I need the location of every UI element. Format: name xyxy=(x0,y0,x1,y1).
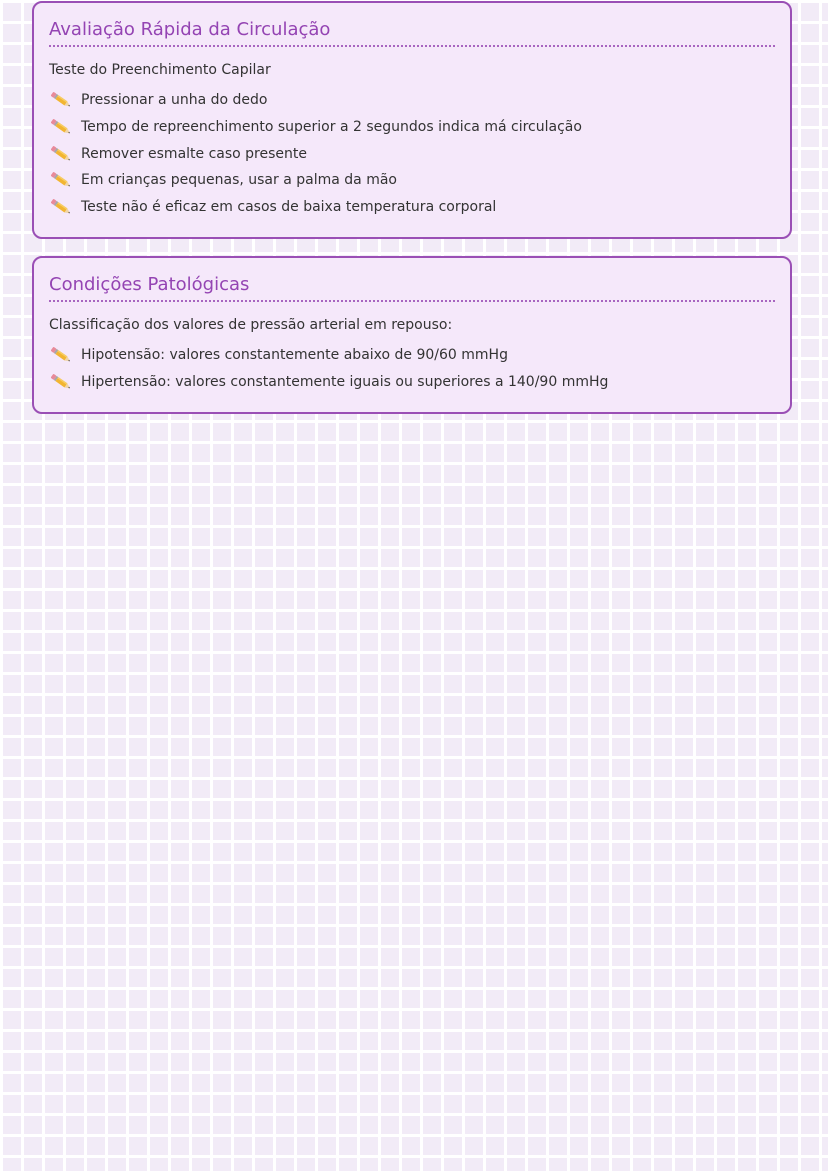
bullet-list xyxy=(49,342,775,395)
list-item-text: Tempo de repreenchimento superior a 2 segundos indica má circulação xyxy=(81,119,582,136)
pencil-icon xyxy=(51,91,71,109)
list-item-text: Em crianças pequenas, usar a palma da mão xyxy=(81,172,397,189)
list-item-text: Remover esmalte caso presente xyxy=(81,145,308,162)
list-item xyxy=(49,87,775,114)
pencil-icon xyxy=(51,198,71,216)
list-item-text: Hipotensão: valores constantemente abaixo de 90/60 mmHg xyxy=(81,347,508,364)
pencil-icon xyxy=(51,171,71,189)
pencil-icon xyxy=(51,145,71,163)
list-item xyxy=(49,114,775,141)
section-subtitle: Teste do Preenchimento Capilar xyxy=(49,62,271,78)
section-card-pathology xyxy=(32,256,792,414)
pencil-icon xyxy=(51,346,71,364)
list-item-text: Teste não é eficaz em casos de baixa temperatura corporal xyxy=(81,199,497,216)
section-title: Condições Patológicas xyxy=(49,272,775,302)
section-subtitle: Classificação dos valores de pressão arterial em repouso: xyxy=(49,317,453,333)
pencil-icon xyxy=(51,118,71,136)
list-item xyxy=(49,140,775,167)
list-item xyxy=(49,194,775,221)
section-card-circulation xyxy=(32,1,792,239)
list-item-text: Pressionar a unha do dedo xyxy=(81,92,268,109)
section-title: Avaliação Rápida da Circulação xyxy=(49,17,775,47)
pencil-icon xyxy=(51,373,71,391)
list-item-text: Hipertensão: valores constantemente iguais ou superiores a 140/90 mmHg xyxy=(81,374,609,391)
list-item xyxy=(49,369,775,396)
list-item xyxy=(49,167,775,194)
bullet-list xyxy=(49,87,775,220)
list-item xyxy=(49,342,775,369)
